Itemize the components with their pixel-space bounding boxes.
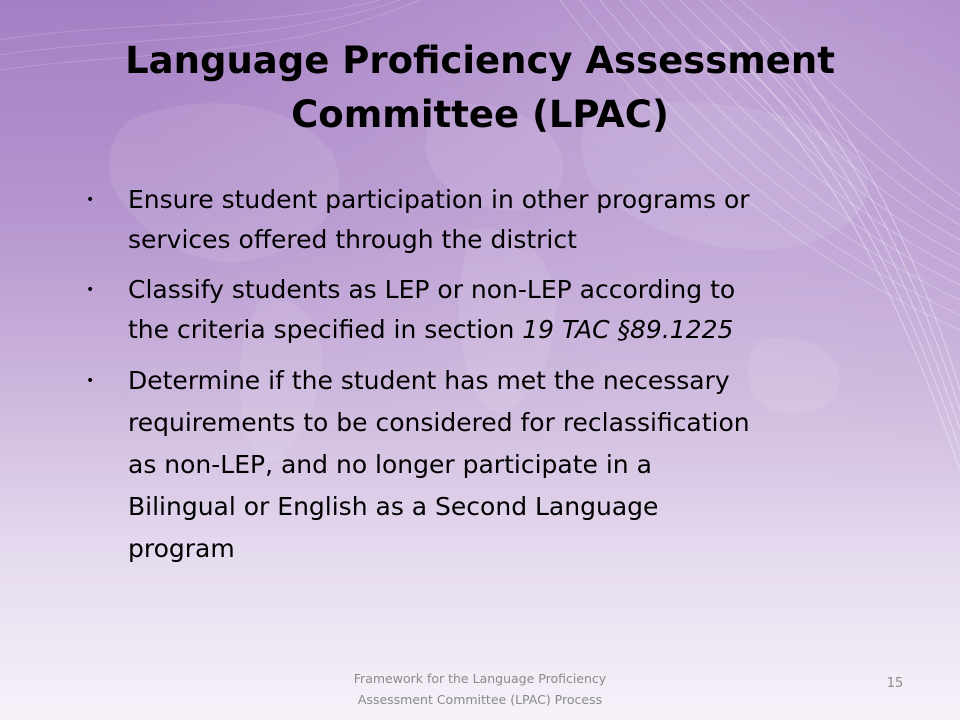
- footer-line-2: Assessment Committee (LPAC) Process: [357, 692, 603, 707]
- bullet-dot-icon: •: [86, 192, 95, 208]
- bullet-dot-icon: •: [86, 373, 95, 389]
- bullet-item: [86, 180, 886, 260]
- bullet-1-line-1: Ensure student participation in other programs or: [128, 185, 750, 214]
- bullet-list: [86, 180, 886, 570]
- footer-line-1: Framework for the Language Proficiency: [353, 671, 607, 686]
- bullet-2-line-2: the criteria specified in section: [128, 315, 523, 344]
- bullet-3-line-1: Determine if the student has met the necessary: [128, 366, 730, 395]
- bullet-3-line-3: as non-LEP, and no longer participate in a: [128, 450, 652, 479]
- slide-title-line-1: Language Proficiency Assessment: [125, 39, 835, 82]
- slide-footer: [330, 668, 630, 710]
- bullet-1-line-2: services offered through the district: [128, 225, 577, 254]
- bullet-3-line-4: Bilingual or English as a Second Language: [128, 492, 659, 521]
- bullet-3-line-2: requirements to be considered for reclassification: [128, 408, 750, 437]
- bullet-item: [86, 270, 886, 350]
- legal-citation: 19 TAC §89.1225: [522, 315, 734, 344]
- slide-title-line-2: Committee (LPAC): [291, 93, 669, 136]
- page-number: 15: [886, 676, 904, 691]
- bullet-dot-icon: •: [86, 282, 95, 298]
- bullet-item: [86, 360, 886, 570]
- bullet-2-line-1: Classify students as LEP or non-LEP according to: [128, 275, 736, 304]
- slide-title: [60, 34, 900, 142]
- bullet-3-line-5: program: [128, 534, 235, 563]
